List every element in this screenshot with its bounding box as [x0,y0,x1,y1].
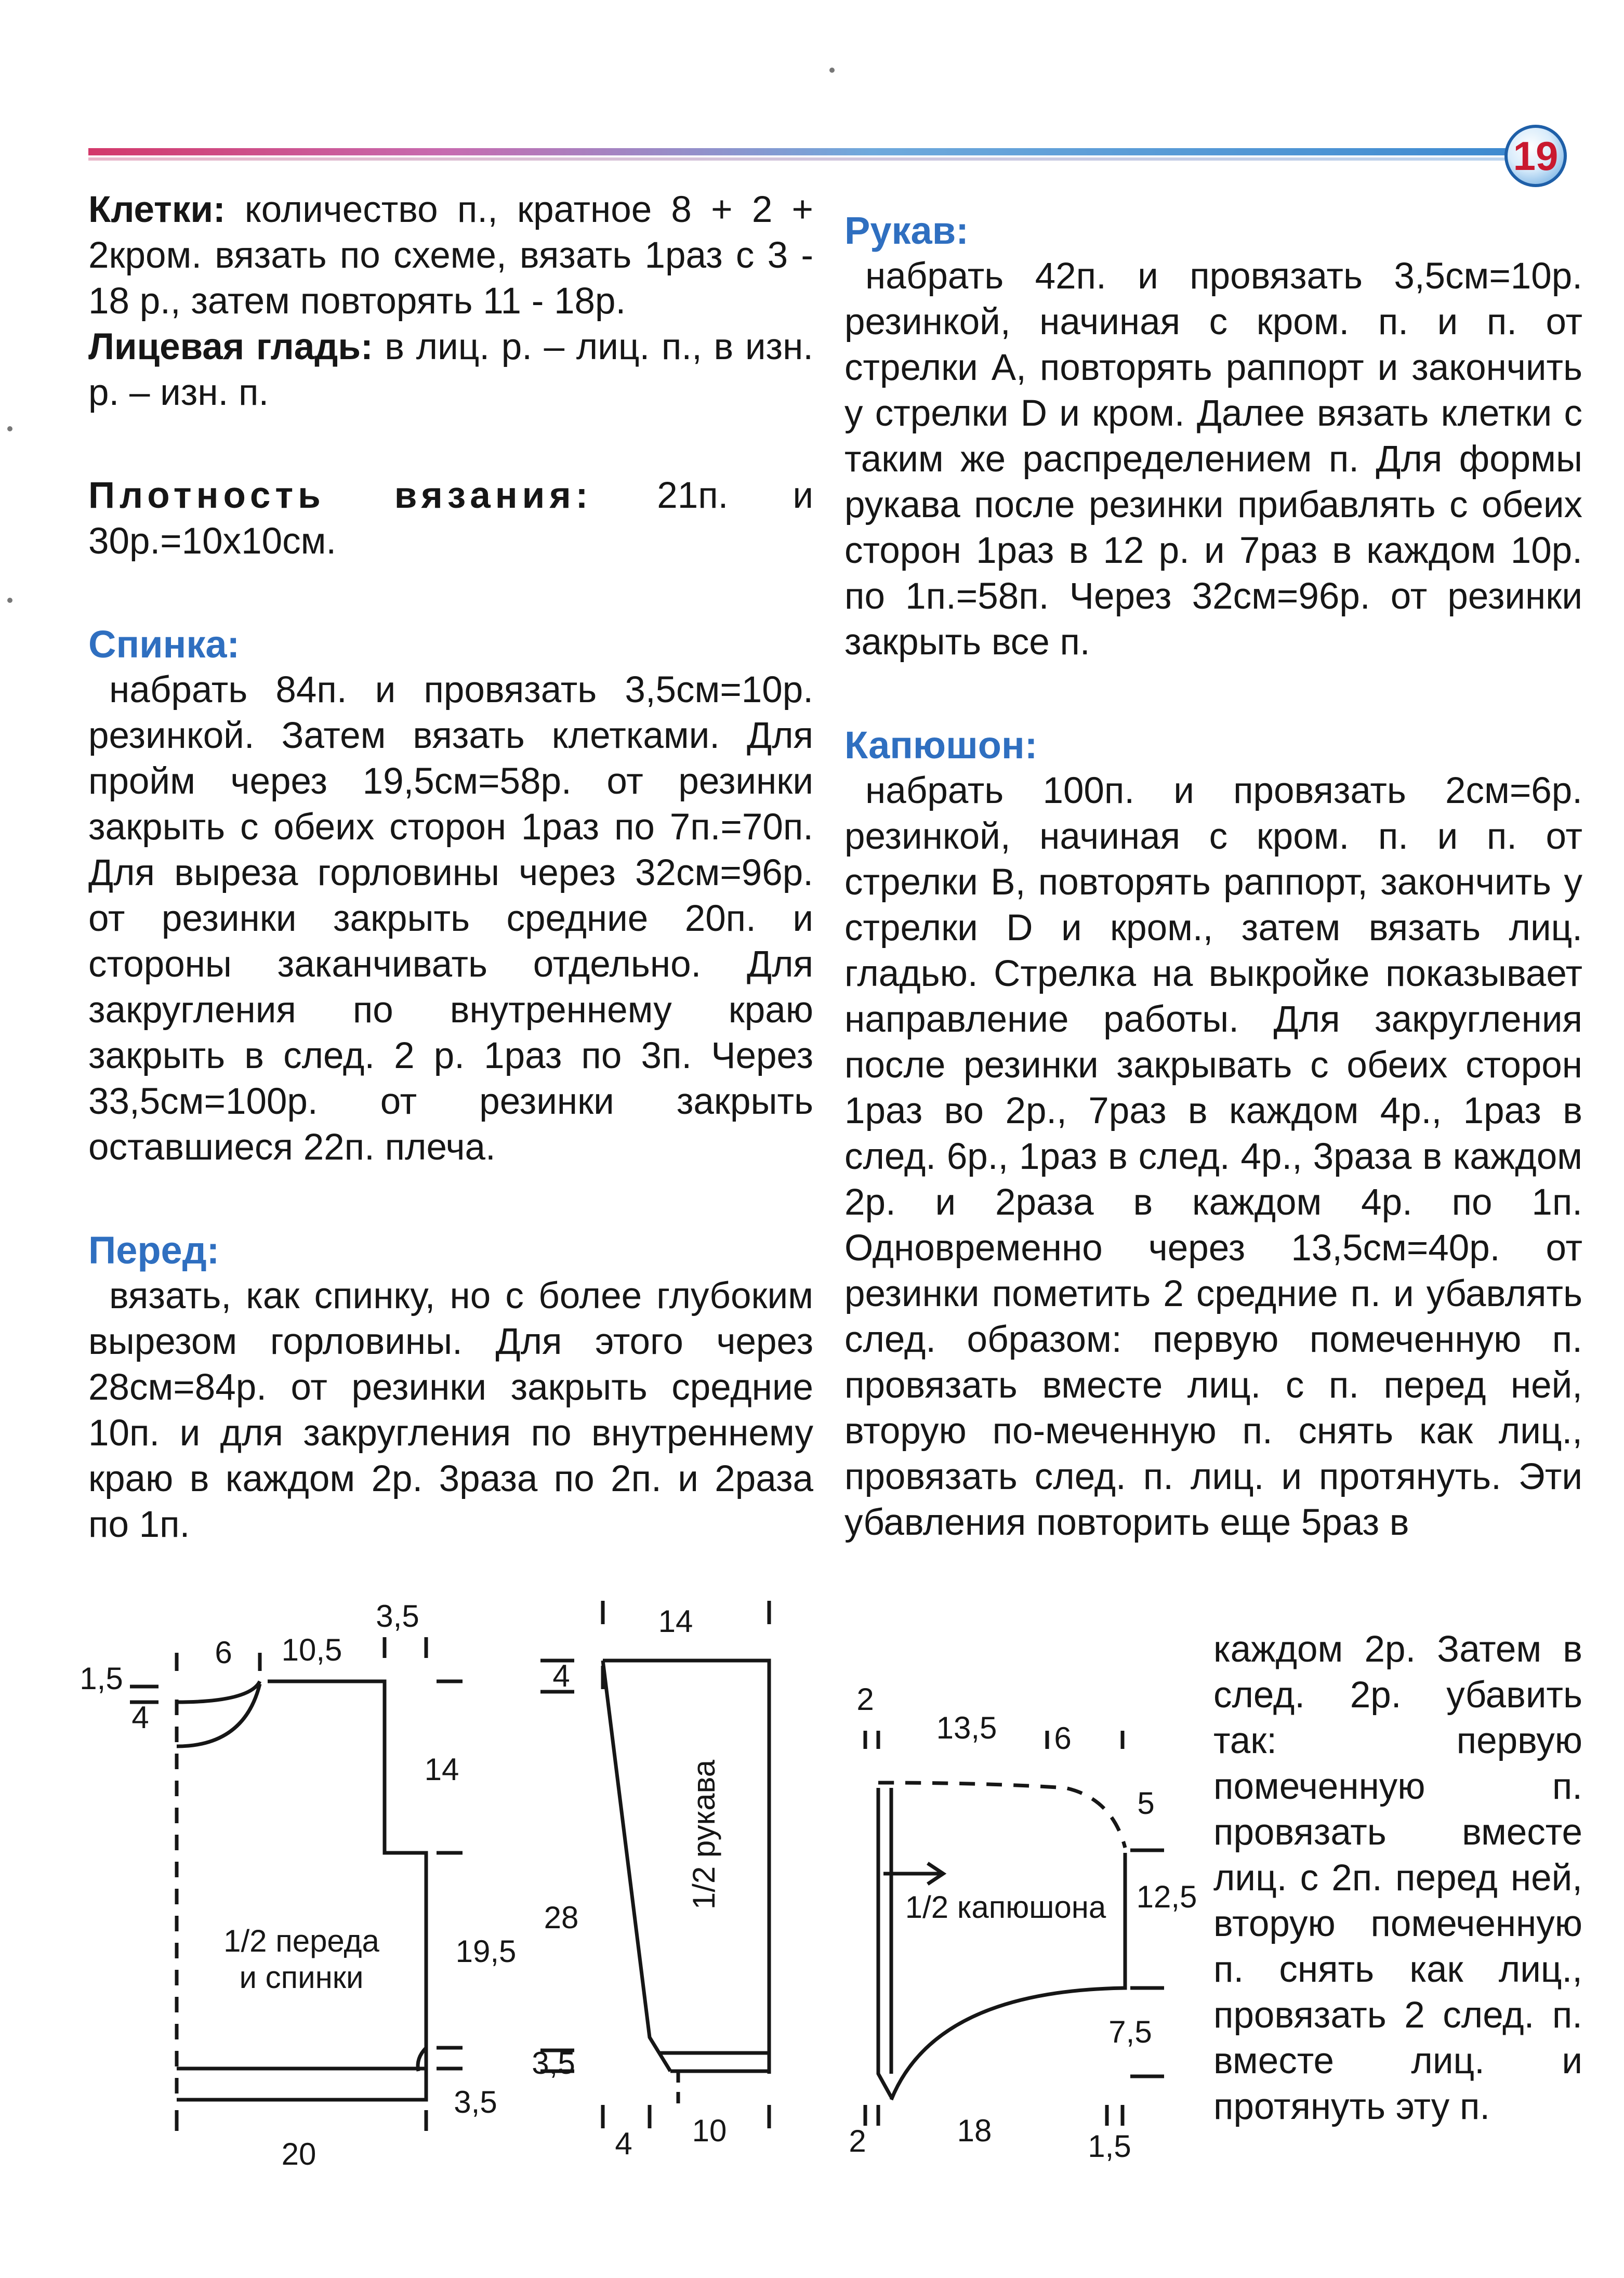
dim-front-neck: 6 [215,1635,232,1670]
dim-sleeve-offset: 4 [615,2126,632,2161]
section-title-kapushon: Капюшон: [844,723,1038,767]
dim-front-shoulder: 10,5 [281,1632,342,1667]
spinka-text: набрать 84п. и провязать 3,5см=10р. резинкой. Затем вязать клетками. Для пройм через 19,5см=58р. от резинки закрыть с обеих сторон 1раз по 7п.=70п. Для выреза горловины через 32см=96р. от резинки закрыть средние 20п. и стороны заканчивать отдельно. Для закругления по внутреннему краю закрыть в след. 2 р. 1раз по 3п. Через 33,5см=100р. от резинки закрыть оставшиеся 22п. плеча. [88,669,813,1168]
dim-front-armhole-width: 3,5 [376,1599,419,1634]
dim-sleeve-top: 14 [658,1604,693,1639]
dim-hood-height: 12,5 [1136,1879,1197,1914]
glad-heading: Лицевая гладь: [88,326,373,367]
section-title-pered: Перед: [88,1229,220,1272]
hood-label: 1/2 капюшона [905,1890,1106,1925]
dim-sleeve-bottom: 10 [692,2113,727,2148]
dim-sleeve-length: 28 [544,1900,579,1935]
plotnost-heading: Плотность вязания: [88,475,593,516]
dim-front-armhole-height: 14 [424,1752,459,1787]
dim-hood-top-curve: 6 [1054,1721,1072,1756]
dim-front-rib: 3,5 [454,2085,497,2119]
kapushon-text: набрать 100п. и провязать 2см=6р. резинкой, начиная с кром. п. и п. от стрелки В, повторять раппорт, закончить у стрелки D и кром., затем вязать лиц. гладью. Стрелка на выкройке показывает направление работы. Для закругления после резинки закрывать с обеих сторон 1раз во 2р., 7раз в каждом 4р., 1раз в след. 6р., 1раз в след. 4р., 3раза в каждом 2р. и 2раза в каждом 4р. по 1п. Одновременно через 13,5см=40р. от резинки пометить 2 средние п. и убавлять след. образом: первую помеченную п. провязать вместе лиц. с п. перед ней, вторую по-меченную п. снять как лиц., провязать след. п. лиц. и протянуть. Эти убавления повторить еще 5раз в [844,770,1582,1543]
front-back-outline [130,1637,463,2131]
dim-hood-top: 13,5 [936,1710,997,1745]
kletki-text: количество п., кратное 8 + 2 + 2кром. вязать по схеме, вязать 1раз с 3 - 18 р., затем повторять 11 - 18р. [88,189,813,322]
pered-text: вязать, как спинку, но с более глубоким вырезом горловины. Для этого через 28см=84р. от резинки закрыть средние 10п. и для закругления по внутреннему краю в каждом 2р. 3раза по 2п. и 2раза по 1п. [88,1275,813,1545]
dim-hood-top-edge: 2 [856,1682,874,1717]
dim-front-body-height: 19,5 [455,1934,517,1969]
dim-hood-curve-height: 7,5 [1108,2014,1152,2049]
section-title-spinka: Спинка: [88,623,240,666]
dim-front-width: 20 [281,2137,316,2171]
dim-hood-rib: 2 [849,2124,866,2158]
rukav-text: набрать 42п. и провязать 3,5см=10р. резинкой, начиная с кром. п. и п. от стрелки А, повторять раппорт и закончить у стрелки D и кром. Далее вязать клетки с таким же распределением п. Для формы рукава после резинки прибавлять с обеих сторон 1раз в 12 р. и 7раз в каждом 10р. по 1п.=58п. Через 32см=96р. от резинки закрыть все п. [844,256,1582,663]
dim-front-neck-depth: 1,5 [80,1661,123,1696]
front-back-label-1: 1/2 переда [223,1924,379,1958]
dim-sleeve-rib: 3,5 [532,2046,575,2081]
section-title-rukav: Рукав: [844,209,969,252]
dim-hood-bottom: 18 [957,2113,992,2148]
dim-hood-corner: 5 [1137,1786,1155,1821]
dim-sleeve-cap: 4 [552,1658,570,1693]
dim-front-neck-depth-2: 4 [131,1700,149,1735]
hood-outline [865,1731,1164,2126]
glad-text: в лиц. р. – лиц. п., в изн. р. – изн. п. [88,326,814,413]
kapushon-wrap-paragraph: каждом 2р. Затем в след. 2р. убавить так: первую помеченную п. провязать вместе лиц. с 2п. перед ней, вторую помеченную п. снять как лиц., провязать 2 след. п. вместе лиц. и протянуть эту п. [1213,1629,1582,2127]
dim-hood-edge: 1,5 [1088,2129,1131,2164]
plotnost-text: 21п. и 30р.=10х10см. [88,475,813,562]
page-number: 19 [1513,133,1559,179]
kletki-heading: Клетки: [88,189,226,230]
sleeve-label: 1/2 рукава [686,1759,721,1910]
front-back-label-2: и спинки [239,1960,364,1995]
